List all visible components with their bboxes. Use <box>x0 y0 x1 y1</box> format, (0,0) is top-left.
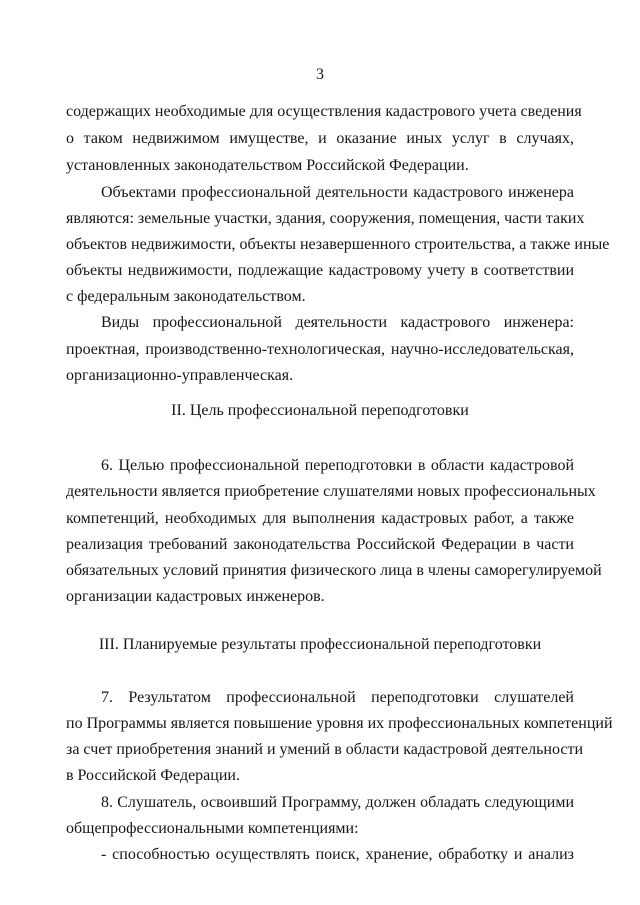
text-line: Виды профессиональной деятельности кадастрового инженера: <box>101 314 574 331</box>
text-line: содержащих необходимые для осуществления кадастрового учета сведения <box>66 103 582 120</box>
text-line: 6. Целью профессиональной переподготовки в области кадастровой <box>101 457 574 474</box>
text-line: проектная, производственно-технологическая, научно-исследовательская, <box>66 341 574 358</box>
text-line: общепрофессиональными компетенциями: <box>66 820 359 837</box>
text-line: в Российской Федерации. <box>66 767 240 784</box>
page-number: 3 <box>316 66 324 83</box>
text-line: о таком недвижимом имуществе, и оказание иных услуг в случаях, <box>66 130 574 147</box>
text-line: деятельности является приобретение слушателями новых профессиональных <box>66 483 596 500</box>
text-line: компетенций, необходимых для выполнения кадастровых работ, а также <box>66 510 574 527</box>
text-line: объектов недвижимости, объекты незавершенного строительства, а также иные <box>66 236 610 253</box>
section-heading-3: III. Планируемые результаты профессиональной переподготовки <box>98 636 542 653</box>
text-line: объекты недвижимости, подлежащие кадастровому учету в соответствии <box>66 262 574 279</box>
text-line: организационно-управленческая. <box>66 367 294 384</box>
text-line: реализация требований законодательства Российской Федерации в части <box>66 536 574 553</box>
text-line: 8. Слушатель, освоивший Программу, должен обладать следующими <box>101 794 574 811</box>
text-line: организации кадастровых инженеров. <box>66 588 325 605</box>
text-line: с федеральным законодательством. <box>66 288 306 305</box>
text-line: установленных законодательством Российской Федерации. <box>66 157 469 174</box>
text-line: обязательных условий принятия физического лица в члены саморегулируемой <box>66 562 602 579</box>
text-line: за счет приобретения знаний и умений в области кадастровой деятельности <box>66 741 584 758</box>
text-line: Объектами профессиональной деятельности кадастрового инженера <box>101 184 574 201</box>
text-line: - способностью осуществлять поиск, хранение, обработку и анализ <box>101 846 574 863</box>
text-line: 7. Результатом профессиональной переподготовки слушателей <box>101 689 574 706</box>
text-line: являются: земельные участки, здания, сооружения, помещения, части таких <box>66 210 585 227</box>
text-line: по Программы является повышение уровня их профессиональных компетенций <box>66 715 613 732</box>
section-heading-2: II. Цель профессиональной переподготовки <box>171 402 469 419</box>
